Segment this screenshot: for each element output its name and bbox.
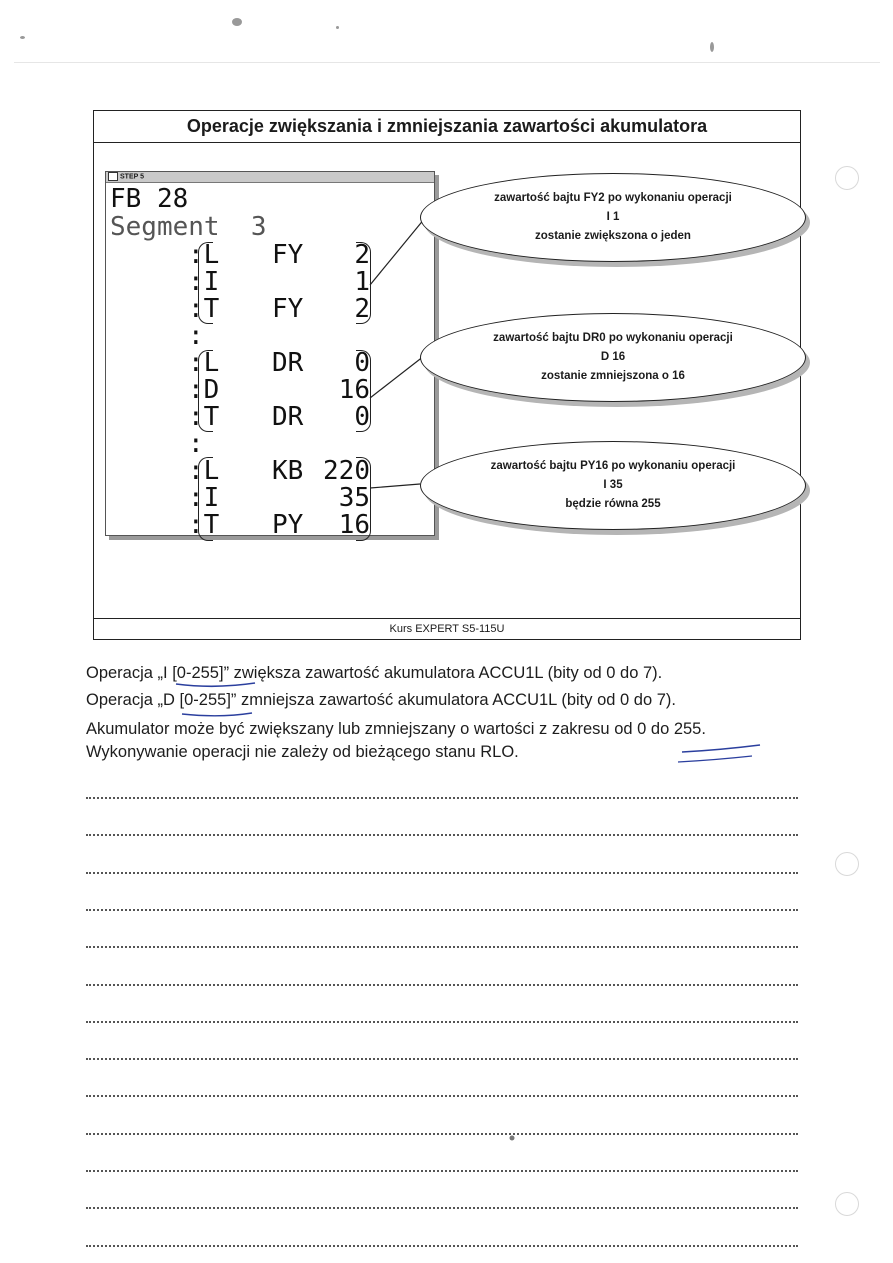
step5-title: STEP 5 <box>120 173 144 181</box>
code-value: 2 <box>354 294 370 324</box>
note-line <box>86 1058 798 1060</box>
code-value: 2 <box>354 240 370 270</box>
code-op: :I <box>188 483 220 513</box>
note-line <box>86 872 798 874</box>
callout-text: zawartość bajtu FY2 po wykonaniu operacji <box>494 192 732 204</box>
callout-text: zawartość bajtu DR0 po wykonaniu operacji <box>493 332 733 344</box>
paragraph-decrement: Operacja „D [0-255]” zmniejsza zawartość akumulatora ACCU1L (bity od 0 do 7). <box>86 691 676 709</box>
pen-underline <box>678 756 752 762</box>
code-operand: FY <box>272 294 304 324</box>
callout-text: zostanie zmniejszona o 16 <box>541 370 685 382</box>
code-op: : <box>188 429 204 459</box>
code-op: :I <box>188 267 220 297</box>
code-value: 0 <box>354 348 370 378</box>
code-op: :L <box>188 240 220 270</box>
note-line <box>86 1133 798 1135</box>
code-value: 16 <box>338 510 370 540</box>
code-op: :D <box>188 375 220 405</box>
paragraph-rlo: Wykonywanie operacji nie zależy od bieżącego stanu RLO. <box>86 743 519 761</box>
pen-dot <box>510 1136 515 1141</box>
slide-footer: Kurs EXPERT S5-115U <box>94 618 800 639</box>
code-operand: KB <box>272 456 304 486</box>
code-value: 16 <box>338 375 370 405</box>
paragraph-increment: Operacja „I [0-255]” zwiększa zawartość akumulatora ACCU1L (bity od 0 do 7). <box>86 664 663 682</box>
note-line <box>86 984 798 986</box>
code-value: 1 <box>354 267 370 297</box>
note-line <box>86 1245 798 1247</box>
code-op: :L <box>188 348 220 378</box>
note-line <box>86 1207 798 1209</box>
note-line <box>86 834 798 836</box>
note-line <box>86 1170 798 1172</box>
code-op: :T <box>188 402 220 432</box>
note-line <box>86 1095 798 1097</box>
pen-underline <box>182 713 252 716</box>
note-line <box>86 1021 798 1023</box>
code-value: 35 <box>338 483 370 513</box>
note-line <box>86 909 798 911</box>
code-op: :L <box>188 456 220 486</box>
code-value: 220 <box>323 456 370 486</box>
segment-label: Segment 3 <box>110 212 267 242</box>
code-operand: DR <box>272 348 304 378</box>
callout-instruction: D 16 <box>600 351 626 363</box>
note-line <box>86 946 798 948</box>
pen-underline <box>176 683 255 686</box>
callout-text: zostanie zwiększona o jeden <box>535 230 691 242</box>
slide-title: Operacje zwiększania i zmniejszania zawartości akumulatora <box>94 111 800 143</box>
callout-instruction: I 35 <box>603 479 623 491</box>
callout-text: będzie równa 255 <box>565 498 661 510</box>
code-operand: DR <box>272 402 304 432</box>
code-operand: FY <box>272 240 304 270</box>
pen-underline <box>682 745 760 752</box>
code-operand: PY <box>272 510 304 540</box>
callout-instruction: I 1 <box>606 211 620 223</box>
code-op: :T <box>188 510 220 540</box>
code-value: 0 <box>354 402 370 432</box>
callout-text: zawartość bajtu PY16 po wykonaniu operacji <box>490 460 736 472</box>
paragraph-range: Akumulator może być zwiększany lub zmniejszany o wartości z zakresu od 0 do 255. <box>86 720 706 738</box>
block-label: FB 28 <box>110 184 189 214</box>
note-line <box>86 797 798 799</box>
code-op: :T <box>188 294 220 324</box>
code-op: : <box>188 321 204 351</box>
